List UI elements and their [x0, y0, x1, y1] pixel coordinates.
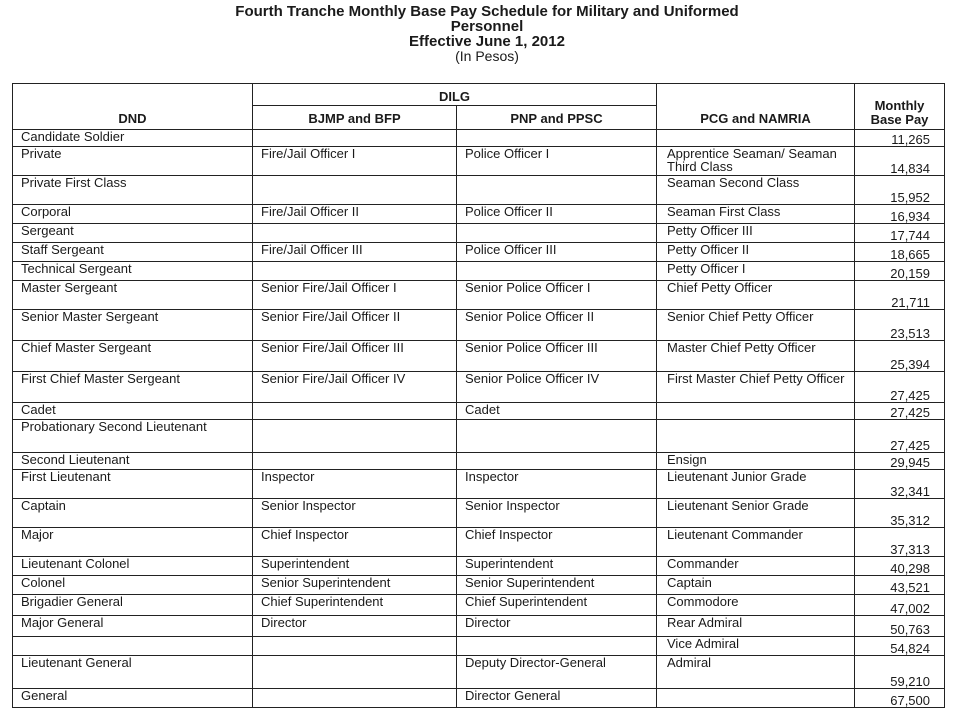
table-row — [13, 616, 945, 637]
table-row — [13, 224, 945, 243]
pnp-ppsc-rank-cell: Inspector — [457, 470, 657, 499]
pcg-namria-rank-cell — [657, 130, 855, 147]
pnp-ppsc-rank-cell: Senior Inspector — [457, 499, 657, 528]
header-pnp-ppsc: PNP and PPSC — [457, 106, 657, 130]
monthly-pay-cell: 25,394 — [855, 341, 945, 372]
pnp-ppsc-rank-cell: Director General — [457, 689, 657, 708]
pcg-namria-rank-cell: Lieutenant Junior Grade — [657, 470, 855, 499]
pay-schedule-table — [12, 83, 945, 708]
table-row — [13, 281, 945, 310]
pcg-namria-rank-cell: Chief Petty Officer — [657, 281, 855, 310]
dnd-rank-cell: Staff Sergeant — [13, 243, 253, 262]
pnp-ppsc-rank-cell: Director — [457, 616, 657, 637]
pcg-namria-rank-cell: Senior Chief Petty Officer — [657, 310, 855, 341]
table-row — [13, 205, 945, 224]
table-row — [13, 576, 945, 595]
table-row — [13, 595, 945, 616]
pcg-namria-rank-cell: Ensign — [657, 453, 855, 470]
dnd-rank-cell: Lieutenant General — [13, 656, 253, 689]
monthly-pay-cell: 50,763 — [855, 616, 945, 637]
monthly-pay-cell: 47,002 — [855, 595, 945, 616]
bjmp-bfp-rank-cell — [253, 224, 457, 243]
monthly-pay-cell: 17,744 — [855, 224, 945, 243]
pnp-ppsc-rank-cell: Senior Police Officer III — [457, 341, 657, 372]
dnd-rank-cell: Chief Master Sergeant — [13, 341, 253, 372]
dnd-rank-cell: Candidate Soldier — [13, 130, 253, 147]
title-line-1: Fourth Tranche Monthly Base Pay Schedule for Military and Uniformed — [235, 3, 739, 20]
pnp-ppsc-rank-cell: Superintendent — [457, 557, 657, 576]
document-title — [0, 4, 960, 64]
pnp-ppsc-rank-cell — [457, 130, 657, 147]
pcg-namria-rank-cell — [657, 420, 855, 453]
dnd-rank-cell: Cadet — [13, 403, 253, 420]
pnp-ppsc-rank-cell — [457, 262, 657, 281]
pcg-namria-rank-cell: Petty Officer III — [657, 224, 855, 243]
bjmp-bfp-rank-cell — [253, 262, 457, 281]
pnp-ppsc-rank-cell: Senior Police Officer II — [457, 310, 657, 341]
monthly-pay-cell: 27,425 — [855, 420, 945, 453]
dnd-rank-cell: Probationary Second Lieutenant — [13, 420, 253, 453]
dnd-rank-cell: General — [13, 689, 253, 708]
dnd-rank-cell — [13, 637, 253, 656]
table-row — [13, 528, 945, 557]
pcg-namria-rank-cell: Commander — [657, 557, 855, 576]
table-row — [13, 147, 945, 176]
dnd-rank-cell: Colonel — [13, 576, 253, 595]
monthly-pay-cell: 54,824 — [855, 637, 945, 656]
bjmp-bfp-rank-cell: Senior Fire/Jail Officer I — [253, 281, 457, 310]
pcg-namria-rank-cell: Rear Admiral — [657, 616, 855, 637]
monthly-pay-cell: 18,665 — [855, 243, 945, 262]
dnd-rank-cell: Corporal — [13, 205, 253, 224]
pnp-ppsc-rank-cell — [457, 224, 657, 243]
pnp-ppsc-rank-cell: Chief Inspector — [457, 528, 657, 557]
dnd-rank-cell: First Lieutenant — [13, 470, 253, 499]
table-row — [13, 176, 945, 205]
bjmp-bfp-rank-cell — [253, 689, 457, 708]
header-pcg-namria: PCG and NAMRIA — [657, 84, 855, 130]
bjmp-bfp-rank-cell — [253, 420, 457, 453]
dnd-rank-cell: Master Sergeant — [13, 281, 253, 310]
monthly-pay-cell: 27,425 — [855, 372, 945, 403]
bjmp-bfp-rank-cell: Senior Fire/Jail Officer III — [253, 341, 457, 372]
title-line-4: (In Pesos) — [455, 48, 519, 64]
table-row — [13, 689, 945, 708]
bjmp-bfp-rank-cell — [253, 403, 457, 420]
dnd-rank-cell: Sergeant — [13, 224, 253, 243]
monthly-pay-cell: 23,513 — [855, 310, 945, 341]
header-bjmp-bfp: BJMP and BFP — [253, 106, 457, 130]
bjmp-bfp-rank-cell — [253, 176, 457, 205]
table-row — [13, 656, 945, 689]
pnp-ppsc-rank-cell — [457, 637, 657, 656]
monthly-pay-cell: 27,425 — [855, 403, 945, 420]
dnd-rank-cell: First Chief Master Sergeant — [13, 372, 253, 403]
table-row — [13, 453, 945, 470]
header-dilg: DILG — [253, 84, 657, 106]
bjmp-bfp-rank-cell: Senior Fire/Jail Officer II — [253, 310, 457, 341]
dnd-rank-cell: Major — [13, 528, 253, 557]
bjmp-bfp-rank-cell: Director — [253, 616, 457, 637]
table-row — [13, 310, 945, 341]
monthly-pay-cell: 20,159 — [855, 262, 945, 281]
bjmp-bfp-rank-cell: Fire/Jail Officer I — [253, 147, 457, 176]
dnd-rank-cell: Captain — [13, 499, 253, 528]
bjmp-bfp-rank-cell: Senior Superintendent — [253, 576, 457, 595]
pcg-namria-rank-cell: Petty Officer I — [657, 262, 855, 281]
monthly-pay-cell: 59,210 — [855, 656, 945, 689]
pnp-ppsc-rank-cell: Police Officer II — [457, 205, 657, 224]
pnp-ppsc-rank-cell — [457, 453, 657, 470]
monthly-pay-cell: 11,265 — [855, 130, 945, 147]
table-row — [13, 372, 945, 403]
monthly-pay-cell: 15,952 — [855, 176, 945, 205]
table-row — [13, 499, 945, 528]
pcg-namria-rank-cell — [657, 689, 855, 708]
pcg-namria-rank-cell: Commodore — [657, 595, 855, 616]
monthly-pay-cell: 14,834 — [855, 147, 945, 176]
monthly-pay-cell: 67,500 — [855, 689, 945, 708]
table-row — [13, 420, 945, 453]
title-line-3: Effective June 1, 2012 — [409, 33, 565, 50]
pnp-ppsc-rank-cell: Police Officer III — [457, 243, 657, 262]
monthly-pay-cell: 32,341 — [855, 470, 945, 499]
table-row — [13, 243, 945, 262]
monthly-pay-cell: 29,945 — [855, 453, 945, 470]
dnd-rank-cell: Lieutenant Colonel — [13, 557, 253, 576]
dnd-rank-cell: Technical Sergeant — [13, 262, 253, 281]
dnd-rank-cell: Brigadier General — [13, 595, 253, 616]
pcg-namria-rank-cell: Vice Admiral — [657, 637, 855, 656]
bjmp-bfp-rank-cell — [253, 453, 457, 470]
dnd-rank-cell: Senior Master Sergeant — [13, 310, 253, 341]
pcg-namria-rank-cell: Lieutenant Senior Grade — [657, 499, 855, 528]
pcg-namria-rank-cell: Captain — [657, 576, 855, 595]
title-line-2: Personnel — [450, 18, 524, 35]
table-row — [13, 470, 945, 499]
monthly-pay-cell: 21,711 — [855, 281, 945, 310]
bjmp-bfp-rank-cell: Fire/Jail Officer II — [253, 205, 457, 224]
bjmp-bfp-rank-cell: Inspector — [253, 470, 457, 499]
pcg-namria-rank-cell — [657, 403, 855, 420]
pnp-ppsc-rank-cell: Senior Police Officer I — [457, 281, 657, 310]
dnd-rank-cell: Second Lieutenant — [13, 453, 253, 470]
bjmp-bfp-rank-cell — [253, 130, 457, 147]
pcg-namria-rank-cell: Admiral — [657, 656, 855, 689]
pnp-ppsc-rank-cell: Chief Superintendent — [457, 595, 657, 616]
pnp-ppsc-rank-cell: Senior Police Officer IV — [457, 372, 657, 403]
monthly-pay-cell: 43,521 — [855, 576, 945, 595]
dnd-rank-cell: Major General — [13, 616, 253, 637]
monthly-pay-cell: 16,934 — [855, 205, 945, 224]
pcg-namria-rank-cell: Seaman Second Class — [657, 176, 855, 205]
table-row — [13, 130, 945, 147]
table-row — [13, 403, 945, 420]
pcg-namria-rank-cell: Master Chief Petty Officer — [657, 341, 855, 372]
bjmp-bfp-rank-cell: Chief Inspector — [253, 528, 457, 557]
pnp-ppsc-rank-cell — [457, 420, 657, 453]
bjmp-bfp-rank-cell: Chief Superintendent — [253, 595, 457, 616]
table-row — [13, 341, 945, 372]
bjmp-bfp-rank-cell — [253, 656, 457, 689]
pcg-namria-rank-cell: Lieutenant Commander — [657, 528, 855, 557]
table-row — [13, 557, 945, 576]
pcg-namria-rank-cell: Petty Officer II — [657, 243, 855, 262]
pcg-namria-rank-cell: Seaman First Class — [657, 205, 855, 224]
bjmp-bfp-rank-cell — [253, 637, 457, 656]
monthly-pay-cell: 35,312 — [855, 499, 945, 528]
pcg-namria-rank-cell: Apprentice Seaman/ Seaman Third Class — [657, 147, 855, 176]
pnp-ppsc-rank-cell: Police Officer I — [457, 147, 657, 176]
header-dnd: DND — [13, 84, 253, 130]
pnp-ppsc-rank-cell — [457, 176, 657, 205]
header-monthly-base-pay: Monthly Base Pay — [855, 84, 945, 130]
bjmp-bfp-rank-cell: Senior Fire/Jail Officer IV — [253, 372, 457, 403]
pnp-ppsc-rank-cell: Senior Superintendent — [457, 576, 657, 595]
dnd-rank-cell: Private — [13, 147, 253, 176]
dnd-rank-cell: Private First Class — [13, 176, 253, 205]
table-row — [13, 262, 945, 281]
monthly-pay-cell: 37,313 — [855, 528, 945, 557]
pcg-namria-rank-cell: First Master Chief Petty Officer — [657, 372, 855, 403]
bjmp-bfp-rank-cell: Fire/Jail Officer III — [253, 243, 457, 262]
table-row — [13, 637, 945, 656]
pnp-ppsc-rank-cell: Deputy Director-General — [457, 656, 657, 689]
monthly-pay-cell: 40,298 — [855, 557, 945, 576]
pnp-ppsc-rank-cell: Cadet — [457, 403, 657, 420]
bjmp-bfp-rank-cell: Superintendent — [253, 557, 457, 576]
bjmp-bfp-rank-cell: Senior Inspector — [253, 499, 457, 528]
